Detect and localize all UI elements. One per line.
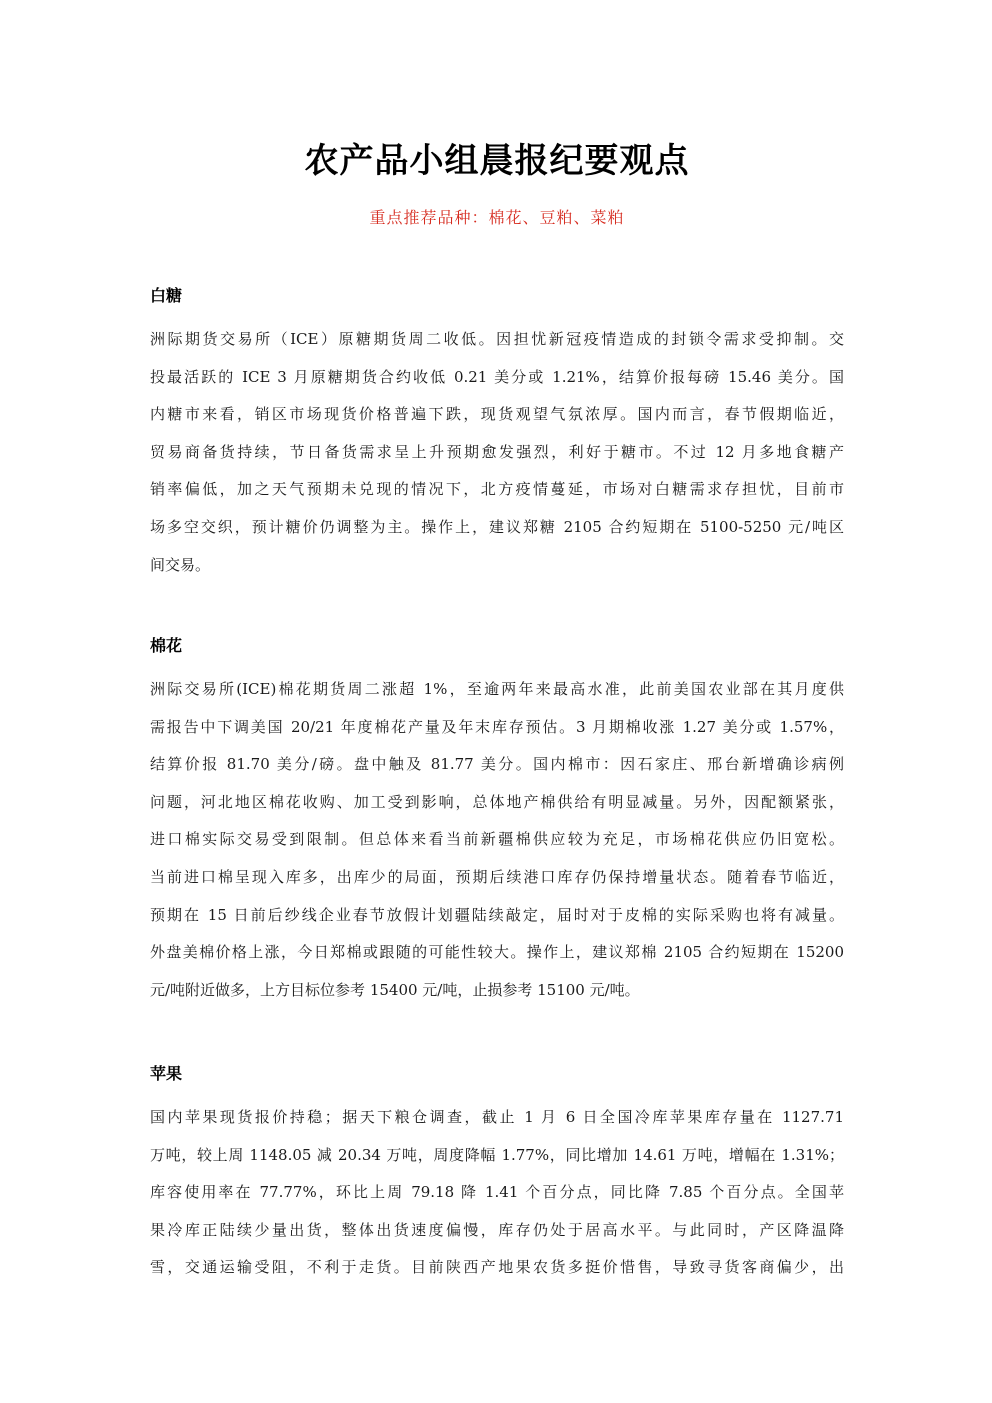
recommended-varieties: 重点推荐品种：棉花、豆粕、菜粕 <box>369 208 625 227</box>
section-heading: 棉花 <box>150 636 183 655</box>
body-line: 投最活跃的 ICE 3 月原糖期货合约收低 0.21 美分或 1.21%，结算价报每磅 15.46 美分。国 <box>150 367 844 386</box>
body-line: 预期在 15 日前后纱线企业春节放假计划疆陆续敲定，届时对于皮棉的实际采购也将有减量。 <box>150 905 844 924</box>
section-body <box>150 321 844 584</box>
document-title: 农产品小组晨报纪要观点 <box>304 141 690 181</box>
body-line: 贸易商备货持续，节日备货需求呈上升预期愈发强烈，利好于糖市。不过 12 月多地食糖产 <box>150 442 844 461</box>
section-sugar <box>150 284 844 584</box>
body-line: 果冷库正陆续少量出货，整体出货速度偏慢，库存仍处于居高水平。与此同时，产区降温降 <box>150 1220 844 1239</box>
body-line: 雪，交通运输受阻，不利于走货。目前陕西产地果农货多挺价惜售，导致寻货客商偏少，出 <box>150 1258 844 1277</box>
body-line: 需报告中下调美国 20/21 年度棉花产量及年末库存预估。3 月期棉收涨 1.27 美分或 1.57%， <box>150 717 844 736</box>
section-cotton <box>150 634 844 1009</box>
section-body <box>150 1099 844 1287</box>
section-heading: 白糖 <box>150 286 183 305</box>
body-line: 当前进口棉呈现入库多，出库少的局面，预期后续港口库存仍保持增量状态。随着春节临近， <box>150 867 844 886</box>
section-heading: 苹果 <box>150 1064 183 1083</box>
body-line: 元/吨附近做多，上方目标位参考 15400 元/吨，止损参考 15100 元/吨。 <box>150 980 640 999</box>
body-line: 万吨，较上周 1148.05 减 20.34 万吨，周度降幅 1.77%，同比增加 14.61 万吨，增幅在 1.31%； <box>150 1145 844 1164</box>
body-line: 洲际交易所(ICE)棉花期货周二涨超 1%，至逾两年来最高水准，此前美国农业部在其月度供 <box>150 680 844 698</box>
section-body <box>150 671 844 1009</box>
body-line: 场多空交织，预计糖价仍调整为主。操作上，建议郑糖 2105 合约短期在 5100-5250 元/吨区 <box>150 517 844 536</box>
body-line: 问题，河北地区棉花收购、加工受到影响，总体地产棉供给有明显减量。另外，因配额紧张， <box>150 792 844 811</box>
body-line: 销率偏低，加之天气预期未兑现的情况下，北方疫情蔓延，市场对白糖需求存担忧，目前市 <box>150 480 844 499</box>
body-line: 进口棉实际交易受到限制。但总体来看当前新疆棉供应较为充足，市场棉花供应仍旧宽松。 <box>150 830 844 849</box>
section-apple <box>150 1062 844 1287</box>
body-line: 洲际期货交易所（ICE）原糖期货周二收低。因担忧新冠疫情造成的封锁令需求受抑制。交 <box>150 330 844 348</box>
body-line: 结算价报 81.70 美分/磅。盘中触及 81.77 美分。国内棉市：因石家庄、邢台新增确诊病例 <box>150 755 844 774</box>
body-line: 外盘美棉价格上涨，今日郑棉或跟随的可能性较大。操作上，建议郑棉 2105 合约短期在 15200 <box>150 943 844 962</box>
body-line: 库容使用率在 77.77%，环比上周 79.18 降 1.41 个百分点，同比降 7.85 个百分点。全国苹 <box>150 1183 844 1202</box>
body-line: 国内苹果现货报价持稳；据天下粮仓调查，截止 1 月 6 日全国冷库苹果库存量在 1127.71 <box>150 1108 844 1126</box>
body-line: 间交易。 <box>150 555 211 574</box>
body-line: 内糖市来看，销区市场现货价格普遍下跌，现货观望气氛浓厚。国内而言，春节假期临近， <box>150 405 844 424</box>
